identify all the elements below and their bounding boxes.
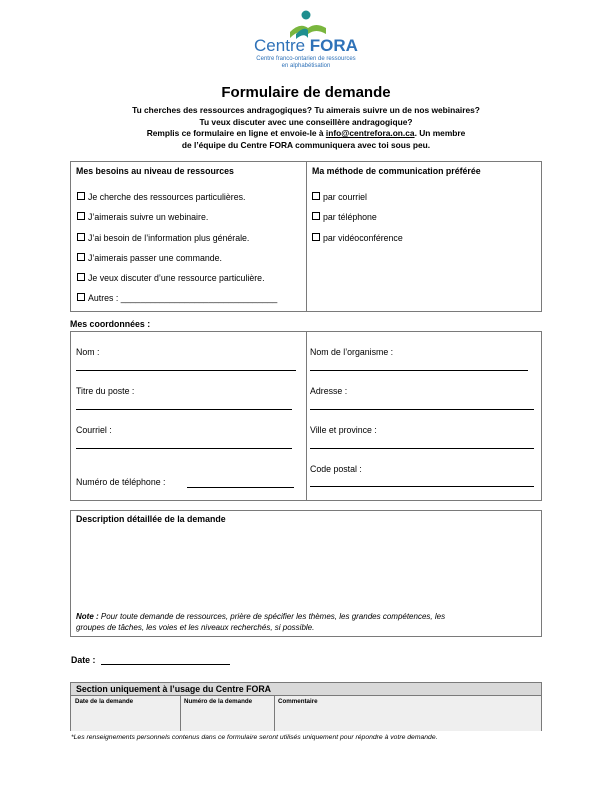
coords-divider: [306, 331, 307, 501]
intro-text: Tu cherches des ressources andragogiques? Tu aimerais suivre un de nos webinaires? Tu veux discuter avec une conseillère andragogique? Remplis ce formulaire en ligne et envoie-le à info@centrefora.on.ca. Un membre de l’équipe du Centre FORA communiquera avec toi sous peu.: [132, 105, 480, 150]
organization-input[interactable]: [310, 370, 528, 371]
checkbox[interactable]: [77, 253, 85, 261]
checkbox[interactable]: [312, 212, 320, 220]
postal-code-input[interactable]: [310, 486, 534, 487]
field-label: Titre du poste :: [76, 386, 135, 396]
fora-col-divider: [180, 695, 181, 731]
field-label: Nom de l’organisme :: [310, 347, 394, 357]
city-province-input[interactable]: [310, 448, 534, 449]
checkbox[interactable]: [77, 212, 85, 220]
name-input[interactable]: [76, 370, 296, 371]
phone-input[interactable]: [187, 487, 294, 488]
fora-section-header: Section uniquement à l’usage du Centre FORA: [76, 684, 272, 694]
email-input[interactable]: [76, 448, 292, 449]
fora-col-divider: [274, 695, 275, 731]
fora-col-date: Date de la demande: [75, 698, 134, 705]
description-header: Description détaillée de la demande: [76, 514, 226, 524]
checkbox[interactable]: [77, 192, 85, 200]
field-label: Nom :: [76, 347, 100, 357]
logo-subtitle: Centre franco-ontarien de ressources: [256, 56, 356, 62]
checkbox[interactable]: [77, 233, 85, 241]
logo-subtitle-2: en alphabétisation: [281, 63, 331, 69]
need-option[interactable]: J’aimerais suivre un webinaire.: [77, 212, 208, 222]
needs-header: Mes besoins au niveau de ressources: [76, 166, 234, 176]
checkbox[interactable]: [312, 192, 320, 200]
field-label: Numéro de téléphone :: [76, 477, 166, 487]
checkbox[interactable]: [77, 273, 85, 281]
date-input[interactable]: [101, 664, 230, 665]
need-option-other[interactable]: Autres : ________________________________: [77, 293, 277, 303]
need-option[interactable]: J’ai besoin de l’information plus générale.: [77, 233, 249, 243]
method-option[interactable]: par vidéoconférence: [312, 233, 403, 243]
field-label: Courriel :: [76, 425, 112, 435]
method-option[interactable]: par téléphone: [312, 212, 377, 222]
checkbox[interactable]: [312, 233, 320, 241]
need-option[interactable]: Je veux discuter d’une ressource particulière.: [77, 273, 265, 283]
fora-col-comment: Commentaire: [278, 698, 318, 705]
address-input[interactable]: [310, 409, 534, 410]
needs-divider: [306, 161, 307, 312]
form-title: Formulaire de demande: [221, 84, 391, 101]
method-option[interactable]: par courriel: [312, 192, 367, 202]
field-label: Code postal :: [310, 464, 362, 474]
need-option[interactable]: J’aimerais passer une commande.: [77, 253, 222, 263]
fora-col-number: Numéro de la demande: [184, 698, 253, 705]
need-option[interactable]: Je cherche des ressources particulières.: [77, 192, 245, 202]
coords-header: Mes coordonnées :: [70, 319, 151, 329]
field-label: Ville et province :: [310, 425, 377, 435]
privacy-footnote: *Les renseignements personnels contenus dans ce formulaire seront utilisés uniquement pour répondre à votre demande.: [71, 734, 438, 741]
date-label: Date :: [71, 655, 96, 665]
method-header: Ma méthode de communication préférée: [312, 166, 481, 176]
description-note: Note : Pour toute demande de ressources, prière de spécifier les thèmes, les grandes compétences, les groupes de tâches, les voies et les niveaux recherchés, si possible.: [76, 612, 446, 632]
field-label: Adresse :: [310, 386, 348, 396]
checkbox[interactable]: [77, 293, 85, 301]
logo-name: Centre FORA: [254, 36, 358, 55]
job-title-input[interactable]: [76, 409, 292, 410]
email-link[interactable]: info@centrefora.on.ca: [325, 128, 415, 139]
